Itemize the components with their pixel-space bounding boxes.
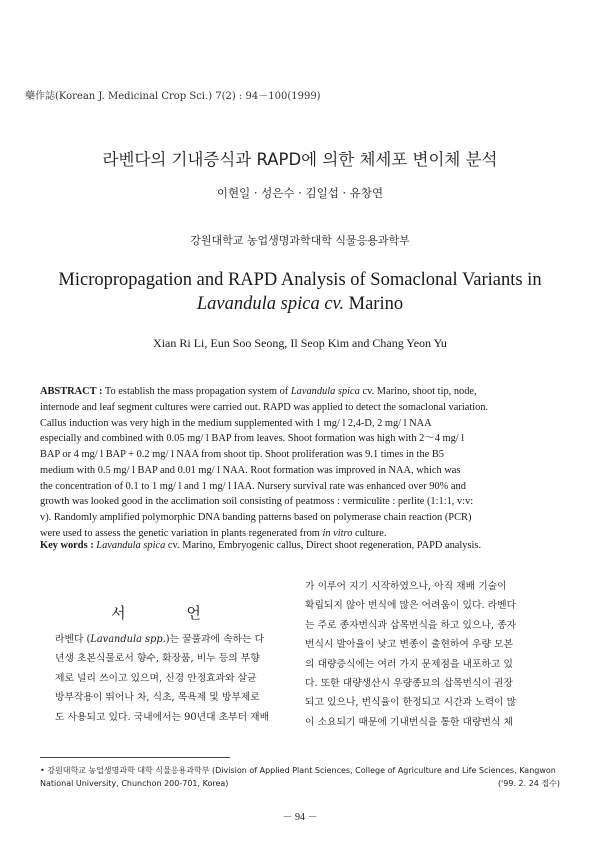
species-italic: Lavandula spica — [290, 386, 360, 397]
footnote-line: • 강원대학교 농업생명과학 대학 식물응용과학부 (Division of Applied Plant Sciences, College of Agriculture and Life Sciences, Kangwon — [40, 766, 556, 775]
abstract-line: growth was looked good in the acclimation soil consisting of peatmoss : vermiculite : perlite (1:1:1, v:v: — [40, 496, 474, 508]
page-number: － 94 － — [282, 812, 318, 823]
in-vitro-italic: in vitro — [322, 527, 353, 539]
abstract-line: Callus induction was very high in the medium supplemented with 1 mg/ l 2,4-D, 2 mg/ l NAA — [40, 417, 432, 429]
right-column-text — [305, 577, 552, 732]
body-line: 확립되지 않아 번식에 많은 어려움이 있다. 라벤다 — [305, 600, 517, 612]
authors-korean: 이현일 · 성은수 · 김일섭 · 유창연 — [216, 186, 384, 200]
received-date: ('99. 2. 24 접수) — [497, 779, 560, 788]
abstract-line: v). Randomly amplified polymorphic DNA banding patterns based on polymerase chain reaction (PCR) — [40, 512, 472, 523]
keywords-species: Lavandula spica — [96, 540, 166, 551]
body-line: 방부작용이 뛰어나 차, 식초, 목욕제 및 방부제로 — [55, 692, 260, 704]
body-line: 는 주로 종자번식과 삽목번식을 하고 있으나, 종자 — [305, 619, 517, 631]
affiliation-korean: 강원대학교 농업생명과학대학 식물응용과학부 — [190, 234, 410, 247]
genus-italic: Lavandula spp. — [90, 634, 166, 645]
title-english-line1: Micropropagation and RAPD Analysis of Somaclonal Variants in — [58, 270, 542, 290]
body-line: 의 대량증식에는 여러 가지 문제점을 내포하고 있 — [305, 658, 513, 670]
keywords — [40, 540, 481, 551]
title-cultivar: Marino — [344, 294, 404, 314]
title-english-line2 — [0, 292, 600, 316]
body-line: 제로 널리 쓰이고 있으며, 신경 안정효과와 살균 — [55, 672, 257, 684]
abstract-line: internode and leaf segment cultures were carried out. RAPD was applied to detect the somaclonal variation. — [40, 401, 489, 413]
title-english — [0, 268, 600, 316]
body-line: 년생 초본식물로서 향수, 화장품, 비누 등의 부향 — [55, 653, 260, 665]
footnote-divider — [40, 757, 230, 758]
body-line: 라벤다 (Lavandula spp.)는 꿀풀과에 속하는 다 — [55, 634, 265, 645]
body-line: 번식시 발아율이 낮고 변종이 출현하여 우량 모본 — [305, 639, 513, 651]
abstract-line: the concentration of 0.1 to 1 mg/ l and 1 mg/ l IAA. Nursery survival rate was enhanced over 90% and — [40, 480, 466, 492]
body-line: 이 소요되기 때문에 기내번식을 통한 대량번식 체 — [305, 716, 513, 728]
abstract-line: ABSTRACT : To establish the mass propagation system of Lavandula spica cv. Marino, shoot tip, node, — [40, 386, 477, 397]
abstract-line: were used to assess the genetic variation in plants regenerated from in vitro culture. — [40, 527, 387, 539]
body-line: 도 사용되고 있다. 국내에서는 90년대 초부터 재배 — [55, 711, 270, 723]
abstract-line: especially and combined with 0.05 mg/ l BAP from leaves. Shoot formation was high with 2～4 mg/ l — [40, 433, 465, 445]
abstract-line: medium with 0.5 mg/ l BAP and 0.01 mg/ l NAA. Root formation was improved in NAA, which was — [40, 464, 461, 476]
footnote — [40, 764, 560, 790]
left-column-text — [55, 630, 285, 727]
keywords-label: Key words : — [40, 540, 94, 551]
title-species-italic: Lavandula spica cv. — [196, 294, 345, 314]
section-heading-introduction: 서 언 — [111, 604, 229, 622]
authors-english: Xian Ri Li, Eun Soo Seong, Il Seop Kim and Chang Yeon Yu — [153, 336, 447, 350]
keywords-list: cv. Marino, Embryogenic callus, Direct shoot regeneration, PAPD analysis. — [165, 540, 482, 551]
abstract-line: BAP or 4 mg/ l BAP + 0.2 mg/ l NAA from shoot tip. Shoot proliferation was 9.1 times in the B5 — [40, 449, 444, 460]
footnote-line: National University, Chunchon 200-701, Korea) — [40, 779, 229, 788]
body-line: 가 이루어 지기 시작하였으나, 아직 재배 기술이 — [305, 581, 507, 592]
abstract — [40, 384, 554, 542]
abstract-label: ABSTRACT : — [40, 386, 103, 397]
body-line: 다. 또한 대량생산시 우량종묘의 삽목번식이 권장 — [305, 678, 513, 690]
journal-citation: 藥作誌(Korean J. Medicinal Crop Sci.) 7(2) : 94－100(1999) — [25, 91, 321, 102]
title-korean: 라벤다의 기내증식과 RAPD에 의한 체세포 변이체 분석 — [102, 150, 498, 169]
body-line: 되고 있으나, 번식율이 한정되고 시간과 노력이 많 — [305, 697, 517, 709]
